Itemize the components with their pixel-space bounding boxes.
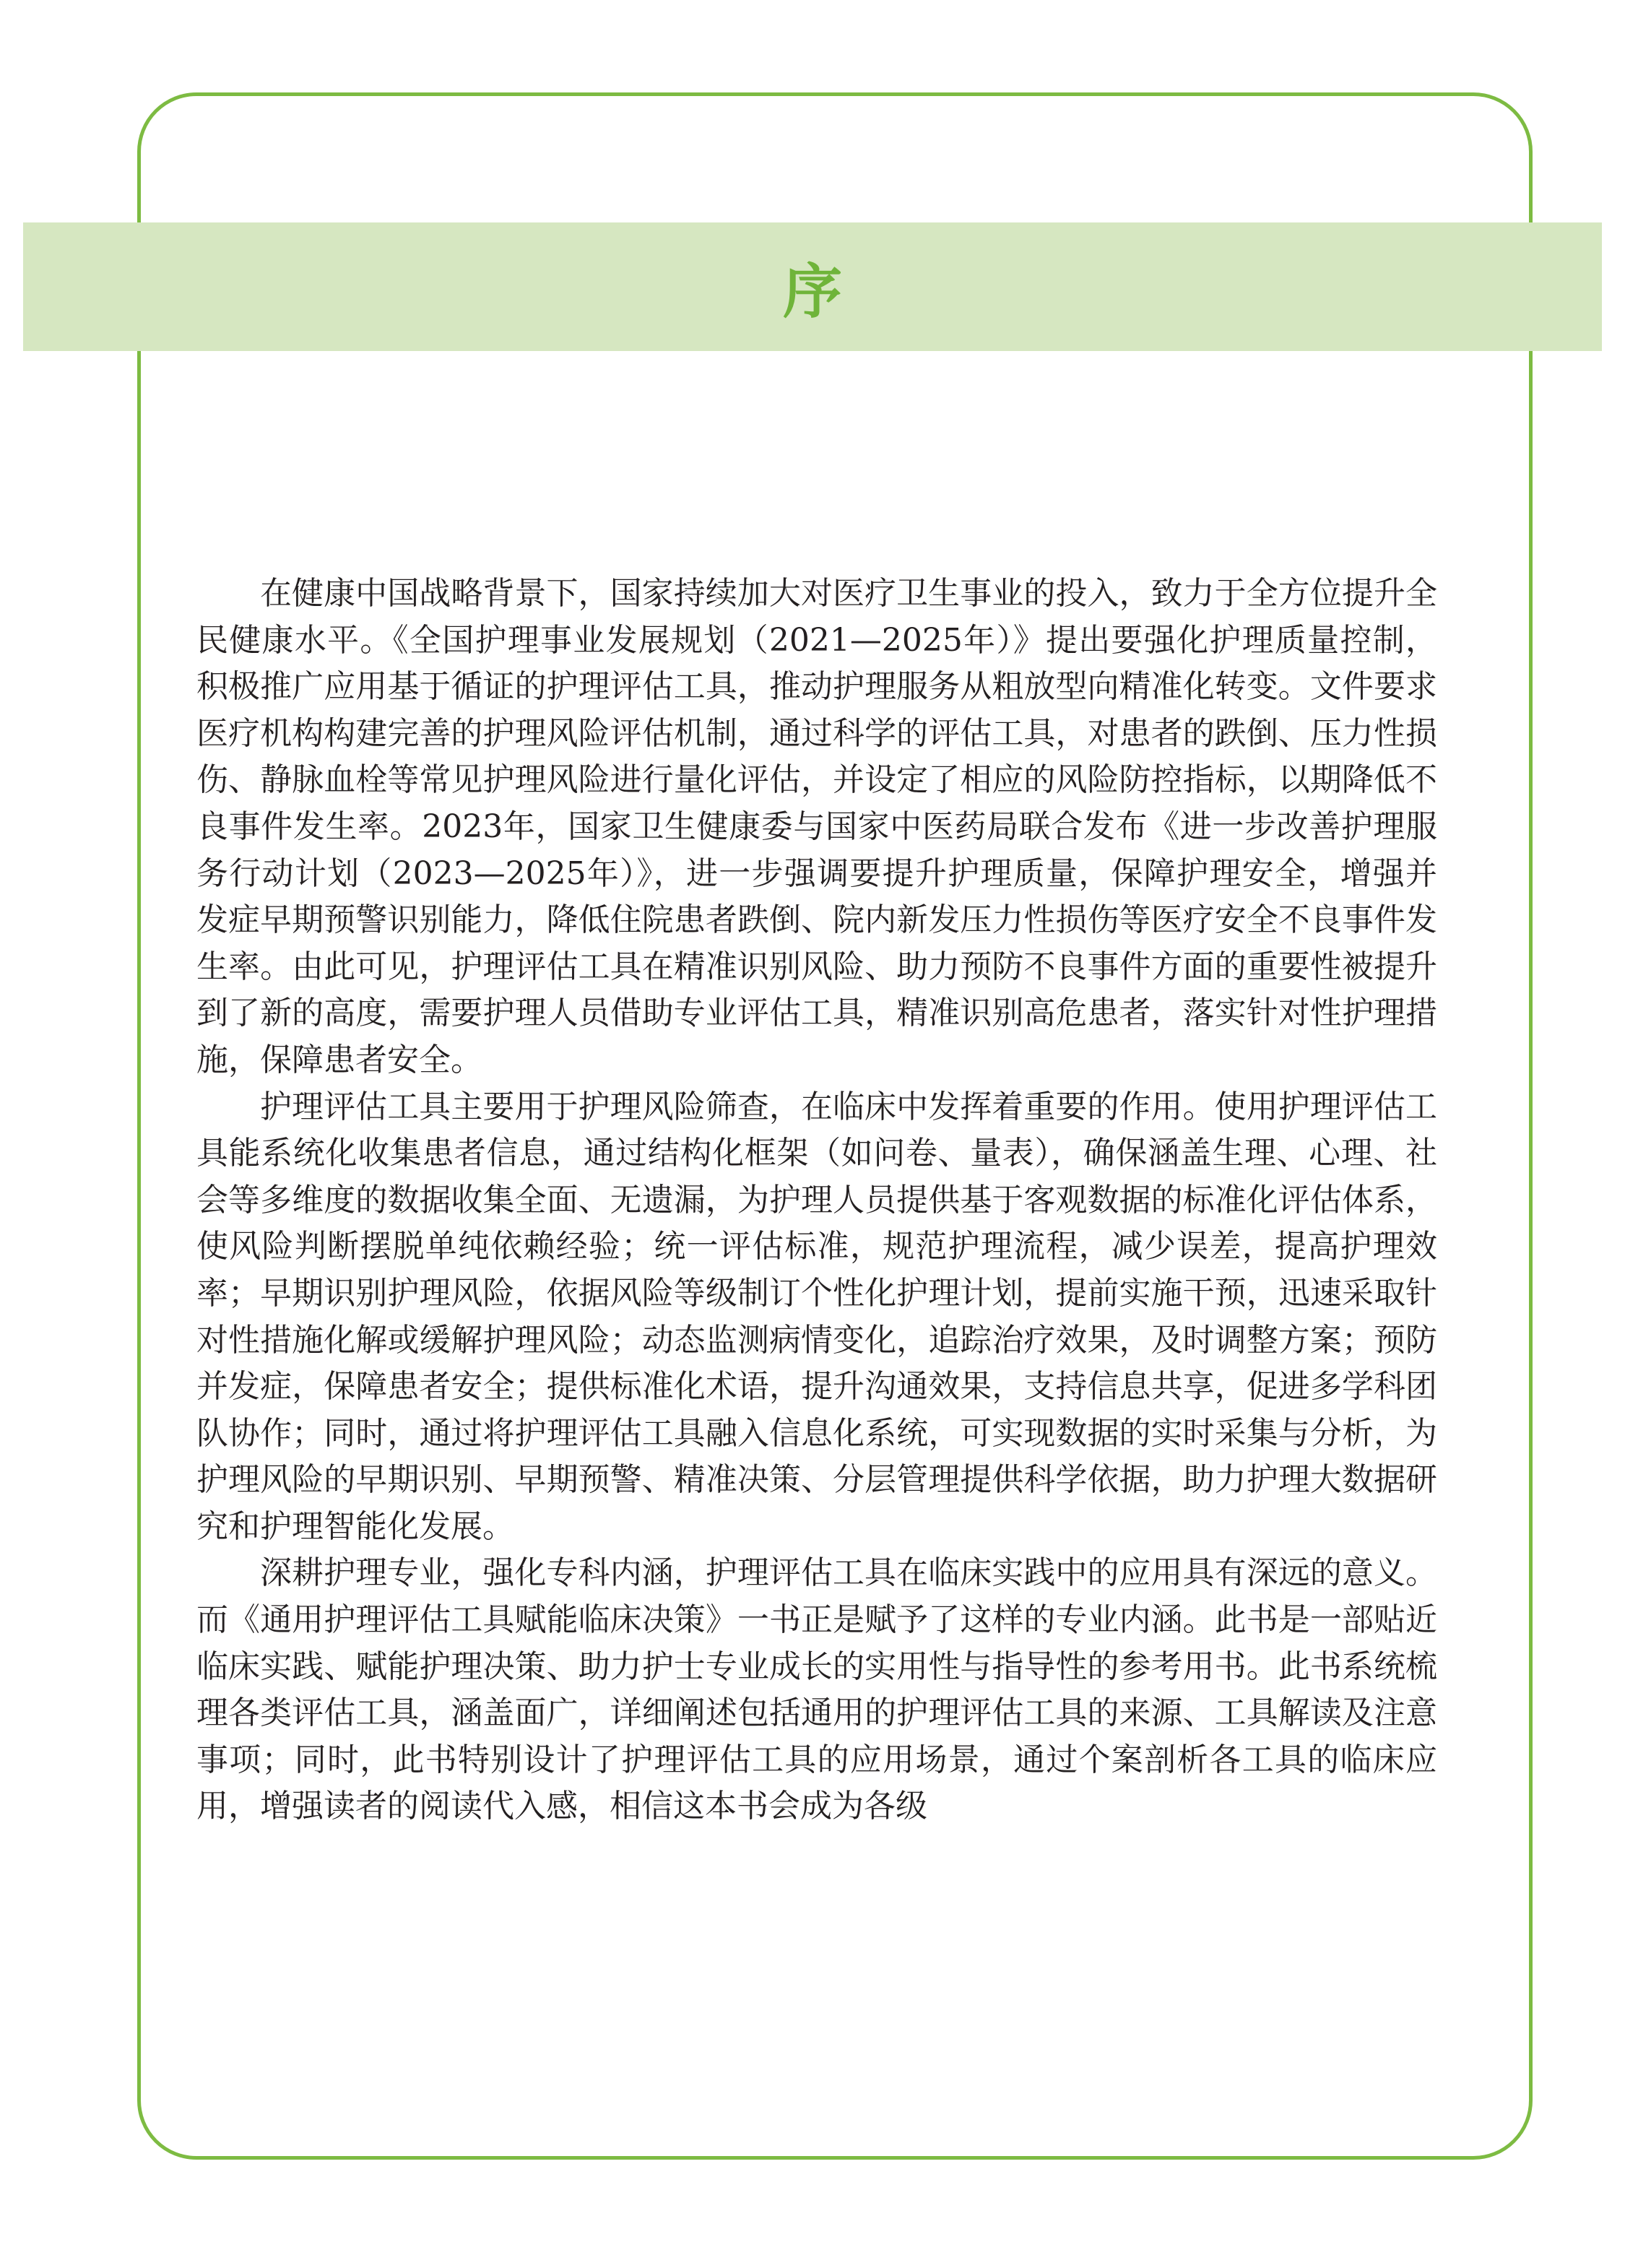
body-text xyxy=(196,571,1437,2131)
title-band xyxy=(23,222,1602,351)
paragraph: 护理评估工具主要用于护理风险筛查，在临床中发挥着重要的作用。使用护理评估工具能系统化收集患者信息，通过结构化框架（如问卷、量表），确保涵盖生理、心理、社会等多维度的数据收集全面、无遗漏，为护理人员提供基于客观数据的标准化评估体系，使风险判断摆脱单纯依赖经验；统一评估标准，规范护理流程，减少误差，提高护理效率；早期识别护理风险，依据风险等级制订个性化护理计划，提前实施干预，迅速采取针对性措施化解或缓解护理风险；动态监测病情变化，追踪治疗效果，及时调整方案；预防并发症，保障患者安全；提供标准化术语，提升沟通效果，支持信息共享，促进多学科团队协作；同时，通过将护理评估工具融入信息化系统，可实现数据的实时采集与分析，为护理风险的早期识别、早期预警、精准决策、分层管理提供科学依据，助力护理大数据研究和护理智能化发展。 xyxy=(196,1088,1437,1545)
page-title: 序 xyxy=(782,257,842,326)
paragraph: 在健康中国战略背景下，国家持续加大对医疗卫生事业的投入，致力于全方位提升全民健康水平。《全国护理事业发展规划（2021—2025年）》提出要强化护理质量控制，积极推广应用基于循证的护理评估工具，推动护理服务从粗放型向精准化转变。文件要求医疗机构构建完善的护理风险评估机制，通过科学的评估工具，对患者的跌倒、压力性损伤、静脉血栓等常见护理风险进行量化评估，并设定了相应的风险防控指标，以期降低不良事件发生率。2023年，国家卫生健康委与国家中医药局联合发布《进一步改善护理服务行动计划（2023—2025年）》，进一步强调要提升护理质量，保障护理安全，增强并发症早期预警识别能力，降低住院患者跌倒、院内新发压力性损伤等医疗安全不良事件发生率。由此可见，护理评估工具在精准识别风险、助力预防不良事件方面的重要性被提升到了新的高度，需要护理人员借助专业评估工具，精准识别高危患者，落实针对性护理措施，保障患者安全。 xyxy=(196,575,1437,1078)
paragraph: 深耕护理专业，强化专科内涵，护理评估工具在临床实践中的应用具有深远的意义。而《通用护理评估工具赋能临床决策》一书正是赋予了这样的专业内涵。此书是一部贴近临床实践、赋能护理决策、助力护士专业成长的实用性与指导性的参考用书。此书系统梳理各类评估工具，涵盖面广，详细阐述包括通用的护理评估工具的来源、工具解读及注意事项；同时，此书特别设计了护理评估工具的应用场景，通过个案剖析各工具的临床应用，增强读者的阅读代入感，相信这本书会成为各级 xyxy=(196,1554,1437,1825)
